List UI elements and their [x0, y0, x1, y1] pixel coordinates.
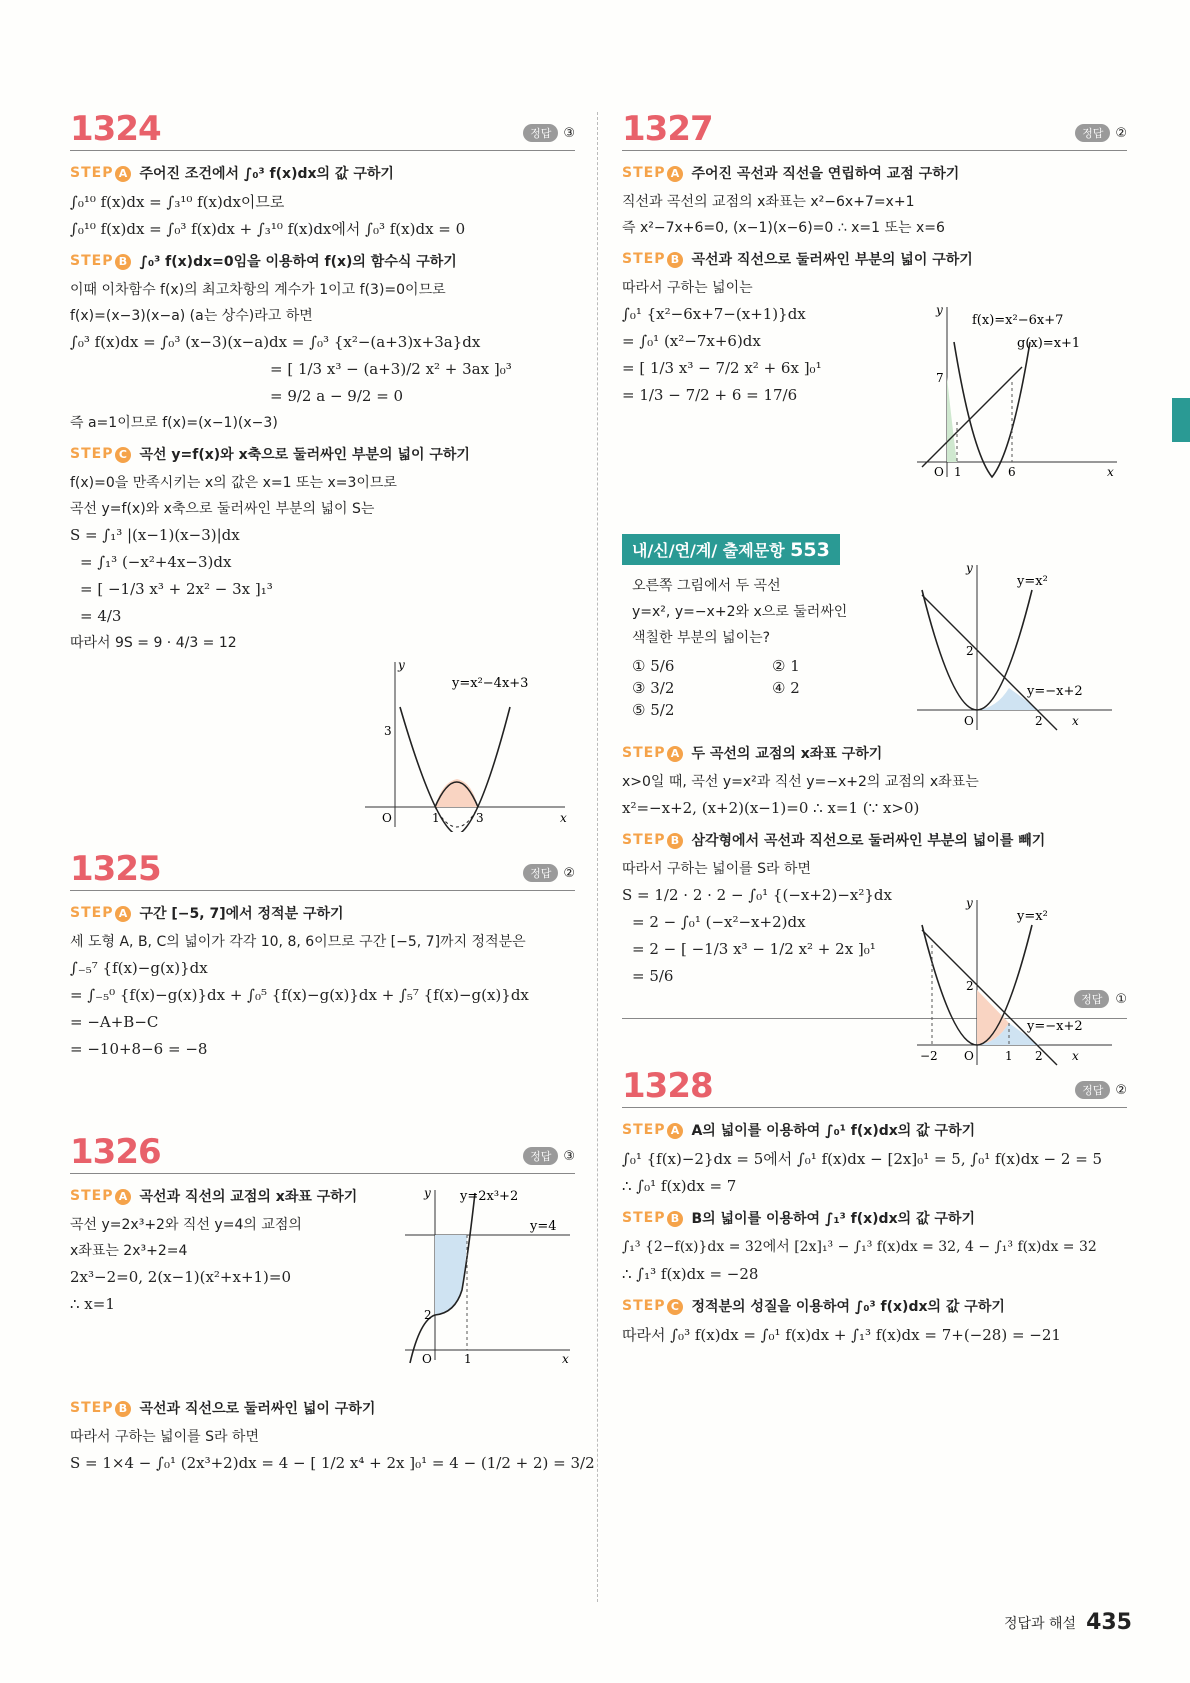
graph-1324 [360, 657, 575, 832]
step-badge: STEP A [70, 905, 131, 922]
answer-value: ③ [563, 1148, 575, 1164]
answer-badge: 정답 [1075, 124, 1110, 142]
solution-line: = 9/2 a − 9/2 = 0 [270, 387, 404, 405]
solution-line: ∫₁³ {2−f(x)}dx = 32에서 [2x]₁³ − ∫₁³ f(x)dx = 32, 4 − ∫₁³ f(x)dx = 32 [622, 1239, 1097, 1255]
axis-label-x: x [1072, 714, 1079, 728]
problem-header [70, 109, 575, 151]
solution-line: 2x³−2=0, 2(x−1)(x²+x+1)=0 [70, 1268, 292, 1286]
axis-label-y: y [966, 896, 973, 910]
solution-line: 즉 a=1이므로 f(x)=(x−1)(x−3) [70, 415, 278, 431]
step-badge: STEP A [622, 745, 683, 762]
solution-line: f(x)=0을 만족시키는 x의 값은 x=1 또는 x=3이므로 [70, 475, 397, 491]
tick-label: 6 [1008, 465, 1016, 479]
graph-1326 [400, 1185, 575, 1365]
solution-line: 곡선 y=2x³+2와 직선 y=4의 교점의 [70, 1217, 302, 1233]
solution-line: 따라서 구하는 넓이는 [622, 280, 753, 296]
axis-label-y: y [398, 658, 405, 672]
solution-line: ∫₀¹ {f(x)−2}dx = 5에서 ∫₀¹ f(x)dx − [2x]₀¹ = 5, ∫₀¹ f(x)dx − 2 = 5 [622, 1150, 1103, 1168]
tick-label: 2 [1035, 1049, 1043, 1063]
tick-label: 3 [476, 811, 484, 825]
solution-line: S = 1×4 − ∫₀¹ (2x³+2)dx = 4 − [ 1/2 x⁴ + 2x ]₀¹ = 4 − (1/2 + 2) = 3/2 [70, 1454, 595, 1472]
solution-line: ∫₀¹⁰ f(x)dx = ∫₀³ f(x)dx + ∫₃¹⁰ f(x)dx에서 ∫₀³ f(x)dx = 0 [70, 220, 466, 238]
solution-line: f(x)=(x−3)(x−a) (a는 상수)라고 하면 [70, 308, 313, 324]
step-badge: STEP A [622, 165, 683, 182]
banner-title: 내/신/연/계/ 출제문항 [632, 541, 785, 560]
answer-value: ③ [563, 125, 575, 141]
step-badge: STEP B [622, 251, 683, 268]
chapter-tab [1172, 398, 1190, 442]
step-badge: STEP A [70, 1188, 131, 1205]
step-a [622, 743, 1127, 763]
solution-line: = 1/3 − 7/2 + 6 = 17/6 [622, 386, 798, 404]
origin-label: O [934, 465, 944, 479]
solution-line: = −10+8−6 = −8 [70, 1040, 208, 1058]
answer-badge: 정답 [523, 1147, 558, 1165]
tick-label: 1 [1005, 1049, 1013, 1063]
solution-line: = [ −1/3 x³ + 2x² − 3x ]₁³ [80, 580, 273, 598]
answer-badge: 정답 [1075, 1081, 1110, 1099]
solution-line: = [ 1/3 x³ − (a+3)/2 x² + 3ax ]₀³ [270, 360, 512, 378]
step-title: 곡선과 직선으로 둘러싸인 부분의 넓이 구하기 [691, 252, 973, 268]
solution-line: = 2 − ∫₀¹ (−x²−x+2)dx [632, 913, 806, 931]
solution-line: 직선과 곡선의 교점의 x좌표는 x²−6x+7=x+1 [622, 194, 915, 210]
step-title: ∫₀³ f(x)dx=0임을 이용하여 f(x)의 함수식 구하기 [139, 254, 457, 270]
step-badge: STEP B [70, 1400, 131, 1417]
step-b [622, 249, 1127, 269]
step-title: 두 곡선의 교점의 x좌표 구하기 [691, 746, 883, 762]
problem-header [622, 1066, 1127, 1108]
solution-line: ∫₀¹ {x²−6x+7−(x+1)}dx [622, 305, 806, 323]
graph-553-solution [912, 895, 1117, 1070]
solution-line: x>0일 때, 곡선 y=x²과 직선 y=−x+2의 교점의 x좌표는 [622, 774, 979, 790]
graph-label: y=x² [1017, 574, 1048, 589]
solution-line: ∫₋₅⁷ {f(x)−g(x)}dx [70, 959, 208, 977]
step-title: 구간 [−5, 7]에서 정적분 구하기 [139, 906, 344, 922]
answer-value: ② [1115, 125, 1127, 141]
step-c [70, 444, 575, 464]
choice-2: ② 1 [772, 657, 800, 675]
solution-line: = 4/3 [80, 607, 122, 625]
solution-line: ∴ x=1 [70, 1295, 115, 1313]
graph-label: y=−x+2 [1027, 1019, 1083, 1034]
step-badge: STEP A [622, 1122, 683, 1139]
axis-label-y: y [424, 1186, 431, 1200]
step-b [622, 1208, 1127, 1228]
tick-label: 3 [384, 724, 392, 738]
step-badge: STEP C [622, 1298, 683, 1315]
problem-1324 [70, 109, 575, 852]
tick-label: 1 [954, 465, 962, 479]
solution-line: ∫₀¹⁰ f(x)dx = ∫₃¹⁰ f(x)dx이므로 [70, 193, 285, 211]
tick-label: 2 [1035, 714, 1043, 728]
solution-line: x좌표는 2x³+2=4 [70, 1243, 188, 1259]
solution-line: = ∫₀¹ (x²−7x+6)dx [622, 332, 761, 350]
step-title: 삼각형에서 곡선과 직선으로 둘러싸인 부분의 넓이를 빼기 [691, 833, 1046, 849]
choice-4: ④ 2 [772, 679, 800, 697]
step-badge: STEP B [622, 1210, 683, 1227]
solution-line: = 2 − [ −1/3 x³ − 1/2 x² + 2x ]₀¹ [632, 940, 876, 958]
solution-line: S = 1/2 · 2 · 2 − ∫₀¹ {(−x+2)−x²}dx [622, 886, 892, 904]
tick-label: −2 [920, 1049, 938, 1063]
solution-line: 따라서 ∫₀³ f(x)dx = ∫₀¹ f(x)dx + ∫₁³ f(x)dx = 7+(−28) = −21 [622, 1326, 1061, 1344]
step-title: 곡선과 직선으로 둘러싸인 넓이 구하기 [139, 1401, 376, 1417]
problem-1327 [622, 109, 1127, 520]
axis-label-x: x [1107, 465, 1114, 479]
answer [523, 124, 575, 142]
axis-label-y: y [936, 303, 943, 317]
solution-line: 즉 x²−7x+6=0, (x−1)(x−6)=0 ∴ x=1 또는 x=6 [622, 220, 945, 236]
problem-1326 [70, 1132, 595, 1477]
step-badge: STEP B [70, 253, 131, 270]
answer-value: ① [1115, 991, 1127, 1007]
question-line: 색칠한 부분의 넓이는? [632, 630, 771, 646]
step-a [622, 163, 1127, 183]
step-a [70, 163, 575, 183]
origin-label: O [382, 811, 392, 825]
answer [1075, 124, 1127, 142]
axis-label-y: y [966, 561, 973, 575]
step-badge: STEP C [70, 446, 131, 463]
step-title: A의 넓이를 이용하여 ∫₀¹ f(x)dx의 값 구하기 [691, 1123, 976, 1139]
graph-1327 [912, 302, 1127, 487]
step-title: 정적분의 성질을 이용하여 ∫₀³ f(x)dx의 값 구하기 [691, 1299, 1005, 1315]
problem-1325 [70, 849, 575, 1135]
origin-label: O [964, 1049, 974, 1063]
problem-number: 1325 [70, 849, 161, 889]
step-a [70, 903, 575, 923]
solution-line: ∴ ∫₀¹ f(x)dx = 7 [622, 1177, 737, 1195]
problem-1328 [622, 1066, 1127, 1349]
footer-label: 정답과 해설 [1003, 1615, 1077, 1632]
origin-label: O [422, 1352, 432, 1365]
axis-label-x: x [1072, 1049, 1079, 1063]
step-badge: STEP A [70, 165, 131, 182]
solution-line: x²=−x+2, (x+2)(x−1)=0 ∴ x=1 (∵ x>0) [622, 799, 920, 817]
solution-line: ∫₀³ f(x)dx = ∫₀³ (x−3)(x−a)dx = ∫₀³ {x²−(a+3)x+3a}dx [70, 333, 481, 351]
choice-1: ① 5/6 [632, 657, 675, 675]
problem-number: 1324 [70, 109, 161, 149]
problem-number: 1326 [70, 1132, 161, 1172]
banner-number: 553 [790, 539, 830, 561]
solution-line: = ∫₁³ (−x²+4x−3)dx [80, 553, 232, 571]
page-number: 435 [1086, 1610, 1132, 1635]
solution-line: 따라서 구하는 넓이를 S라 하면 [70, 1429, 259, 1445]
step-title: 주어진 곡선과 직선을 연립하여 교점 구하기 [691, 166, 960, 182]
solution-line: S = ∫₁³ |(x−1)(x−3)|dx [70, 526, 240, 544]
tick-label: 2 [424, 1308, 432, 1322]
tick-label: 1 [464, 1352, 472, 1365]
problem-number: 1328 [622, 1066, 713, 1106]
graph-label: y=x²−4x+3 [452, 676, 529, 691]
column-divider [597, 112, 598, 1602]
origin-label: O [964, 714, 974, 728]
solution-line: = ∫₋₅⁰ {f(x)−g(x)}dx + ∫₀⁵ {f(x)−g(x)}dx + ∫₅⁷ {f(x)−g(x)}dx [70, 986, 529, 1004]
answer-badge: 정답 [523, 124, 558, 142]
tick-label: 2 [966, 979, 974, 993]
step-a [622, 1120, 1127, 1140]
answer [1075, 1081, 1127, 1099]
solution-line: = 5/6 [632, 967, 674, 985]
graph-label: y=2x³+2 [460, 1189, 519, 1204]
answer-badge: 정답 [1074, 990, 1109, 1008]
graph-label: y=4 [530, 1219, 557, 1234]
tick-label: 2 [966, 644, 974, 658]
step-title: B의 넓이를 이용하여 ∫₁³ f(x)dx의 값 구하기 [691, 1211, 975, 1227]
answer-value: ② [1115, 1082, 1127, 1098]
solution-line: 따라서 9S = 9 · 4/3 = 12 [70, 635, 237, 651]
linked-problem-banner [622, 534, 840, 565]
solution-line: 따라서 구하는 넓이를 S라 하면 [622, 861, 811, 877]
axis-label-x: x [560, 811, 567, 825]
graph-label: g(x)=x+1 [1017, 336, 1081, 351]
solution-line: ∴ ∫₁³ f(x)dx = −28 [622, 1265, 759, 1283]
problem-header [622, 109, 1127, 151]
step-title: 주어진 조건에서 ∫₀³ f(x)dx의 값 구하기 [139, 166, 394, 182]
answer [523, 864, 575, 882]
page-footer [1004, 1610, 1132, 1635]
left-column [70, 109, 595, 1477]
graph-label: y=−x+2 [1027, 684, 1083, 699]
step-b [622, 830, 1127, 850]
graph-553-question [912, 560, 1117, 735]
question-line: 오른쪽 그림에서 두 곡선 [632, 578, 781, 594]
linked-problem-553 [622, 520, 1127, 1063]
step-badge: STEP B [622, 832, 683, 849]
choice-3: ③ 3/2 [632, 679, 675, 697]
problem-header [70, 849, 575, 891]
answer [523, 1147, 575, 1165]
step-title: 곡선과 직선의 교점의 x좌표 구하기 [139, 1189, 358, 1205]
axis-label-x: x [562, 1352, 569, 1365]
graph-label: y=x² [1017, 909, 1048, 924]
step-c [622, 1296, 1127, 1316]
solution-line: = [ 1/3 x³ − 7/2 x² + 6x ]₀¹ [622, 359, 822, 377]
problem-number: 1327 [622, 109, 713, 149]
solution-line: 이때 이차함수 f(x)의 최고차항의 계수가 1이고 f(3)=0이므로 [70, 282, 446, 298]
graph-label: f(x)=x²−6x+7 [972, 313, 1064, 328]
right-column [622, 109, 1127, 1349]
step-b [70, 1398, 575, 1418]
answer-badge: 정답 [523, 864, 558, 882]
step-b [70, 251, 575, 271]
solution-line: 곡선 y=f(x)와 x축으로 둘러싸인 부분의 넓이 S는 [70, 501, 375, 517]
question-line: y=x², y=−x+2와 x으로 둘러싸인 [632, 604, 848, 620]
tick-label: 1 [432, 811, 440, 825]
choice-5: ⑤ 5/2 [632, 701, 675, 719]
solution-line: = −A+B−C [70, 1013, 159, 1031]
problem-header [70, 1132, 575, 1174]
tick-label: 7 [936, 371, 944, 385]
step-title: 곡선 y=f(x)와 x축으로 둘러싸인 부분의 넓이 구하기 [139, 447, 470, 463]
answer-value: ② [563, 865, 575, 881]
solution-line: 세 도형 A, B, C의 넓이가 각각 10, 8, 6이므로 구간 [−5, 7]까지 정적분은 [70, 934, 526, 950]
